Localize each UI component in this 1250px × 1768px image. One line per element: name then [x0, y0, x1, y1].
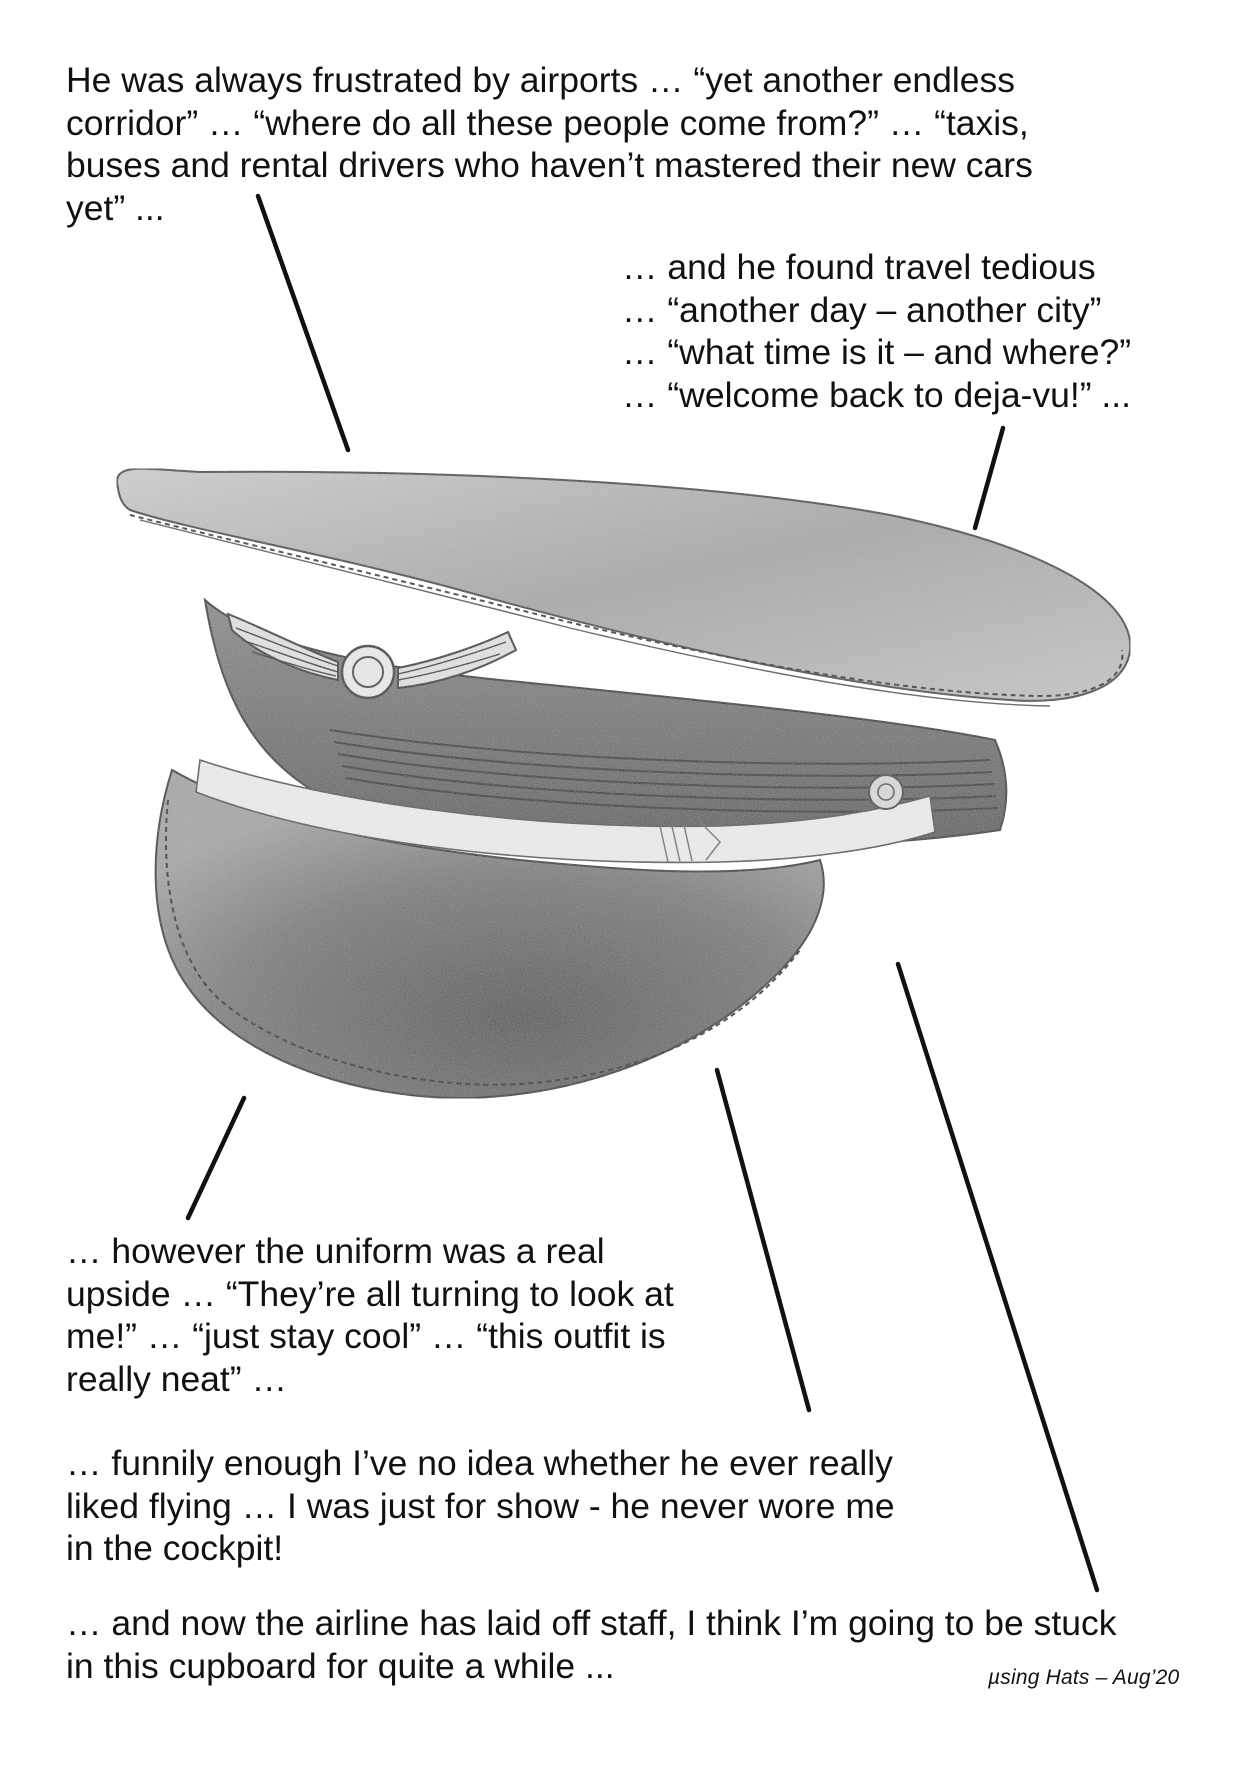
caption-line: yet” ... — [66, 187, 165, 228]
caption-line: … funnily enough I’ve no idea whether he ever really — [66, 1443, 893, 1483]
cap-visor — [156, 770, 824, 1098]
cap-button-icon — [869, 775, 903, 809]
pointer-line-top-left — [258, 196, 348, 450]
artist-signature: µsing Hats – Aug’20 — [988, 1666, 1180, 1689]
cap-strap — [196, 760, 935, 862]
caption-line: … and now the airline has laid off staff, I think I’m going to be stuck — [66, 1603, 1117, 1643]
pointer-line-uniform — [188, 1098, 244, 1218]
caption-line: in the cockpit! — [66, 1528, 284, 1568]
caption-line: He was always frustrated by airports … “yet another endless — [66, 60, 1016, 100]
caption-cupboard — [66, 1602, 1116, 1687]
caption-line: liked flying … I was just for show - he never wore me — [66, 1485, 895, 1526]
pilot-cap-icon — [117, 469, 1130, 1098]
caption-line: … and he found travel tedious — [622, 247, 1096, 287]
caption-uniform — [66, 1230, 674, 1400]
caption-line: corridor” … “where do all these people come from?” … “taxis, — [66, 102, 1029, 143]
caption-line: buses and rental drivers who haven’t mastered their new cars — [66, 145, 1033, 185]
caption-line: … however the uniform was a real — [66, 1231, 605, 1271]
pointer-line-cupboard — [898, 964, 1097, 1590]
caption-line: … “welcome back to deja-vu!” ... — [622, 374, 1132, 415]
caption-line: in this cupboard for quite a while ... — [66, 1645, 615, 1686]
caption-line: … “another day – another city” — [622, 289, 1102, 330]
caption-flying — [66, 1442, 895, 1570]
cap-body — [205, 600, 1006, 847]
caption-line: really neat” … — [66, 1358, 287, 1399]
cap-crown — [117, 469, 1130, 701]
caption-line: upside … “They’re all turning to look at — [66, 1273, 674, 1314]
caption-top-right — [622, 246, 1131, 416]
caption-top-left — [66, 59, 1033, 229]
caption-line: … “what time is it – and where?” — [622, 332, 1132, 372]
wings-badge-icon — [228, 614, 516, 698]
pointer-line-top-right — [975, 428, 1003, 528]
caption-line: me!” … “just stay cool” … “this outfit is — [66, 1316, 666, 1356]
pointer-line-flying — [717, 1070, 809, 1410]
